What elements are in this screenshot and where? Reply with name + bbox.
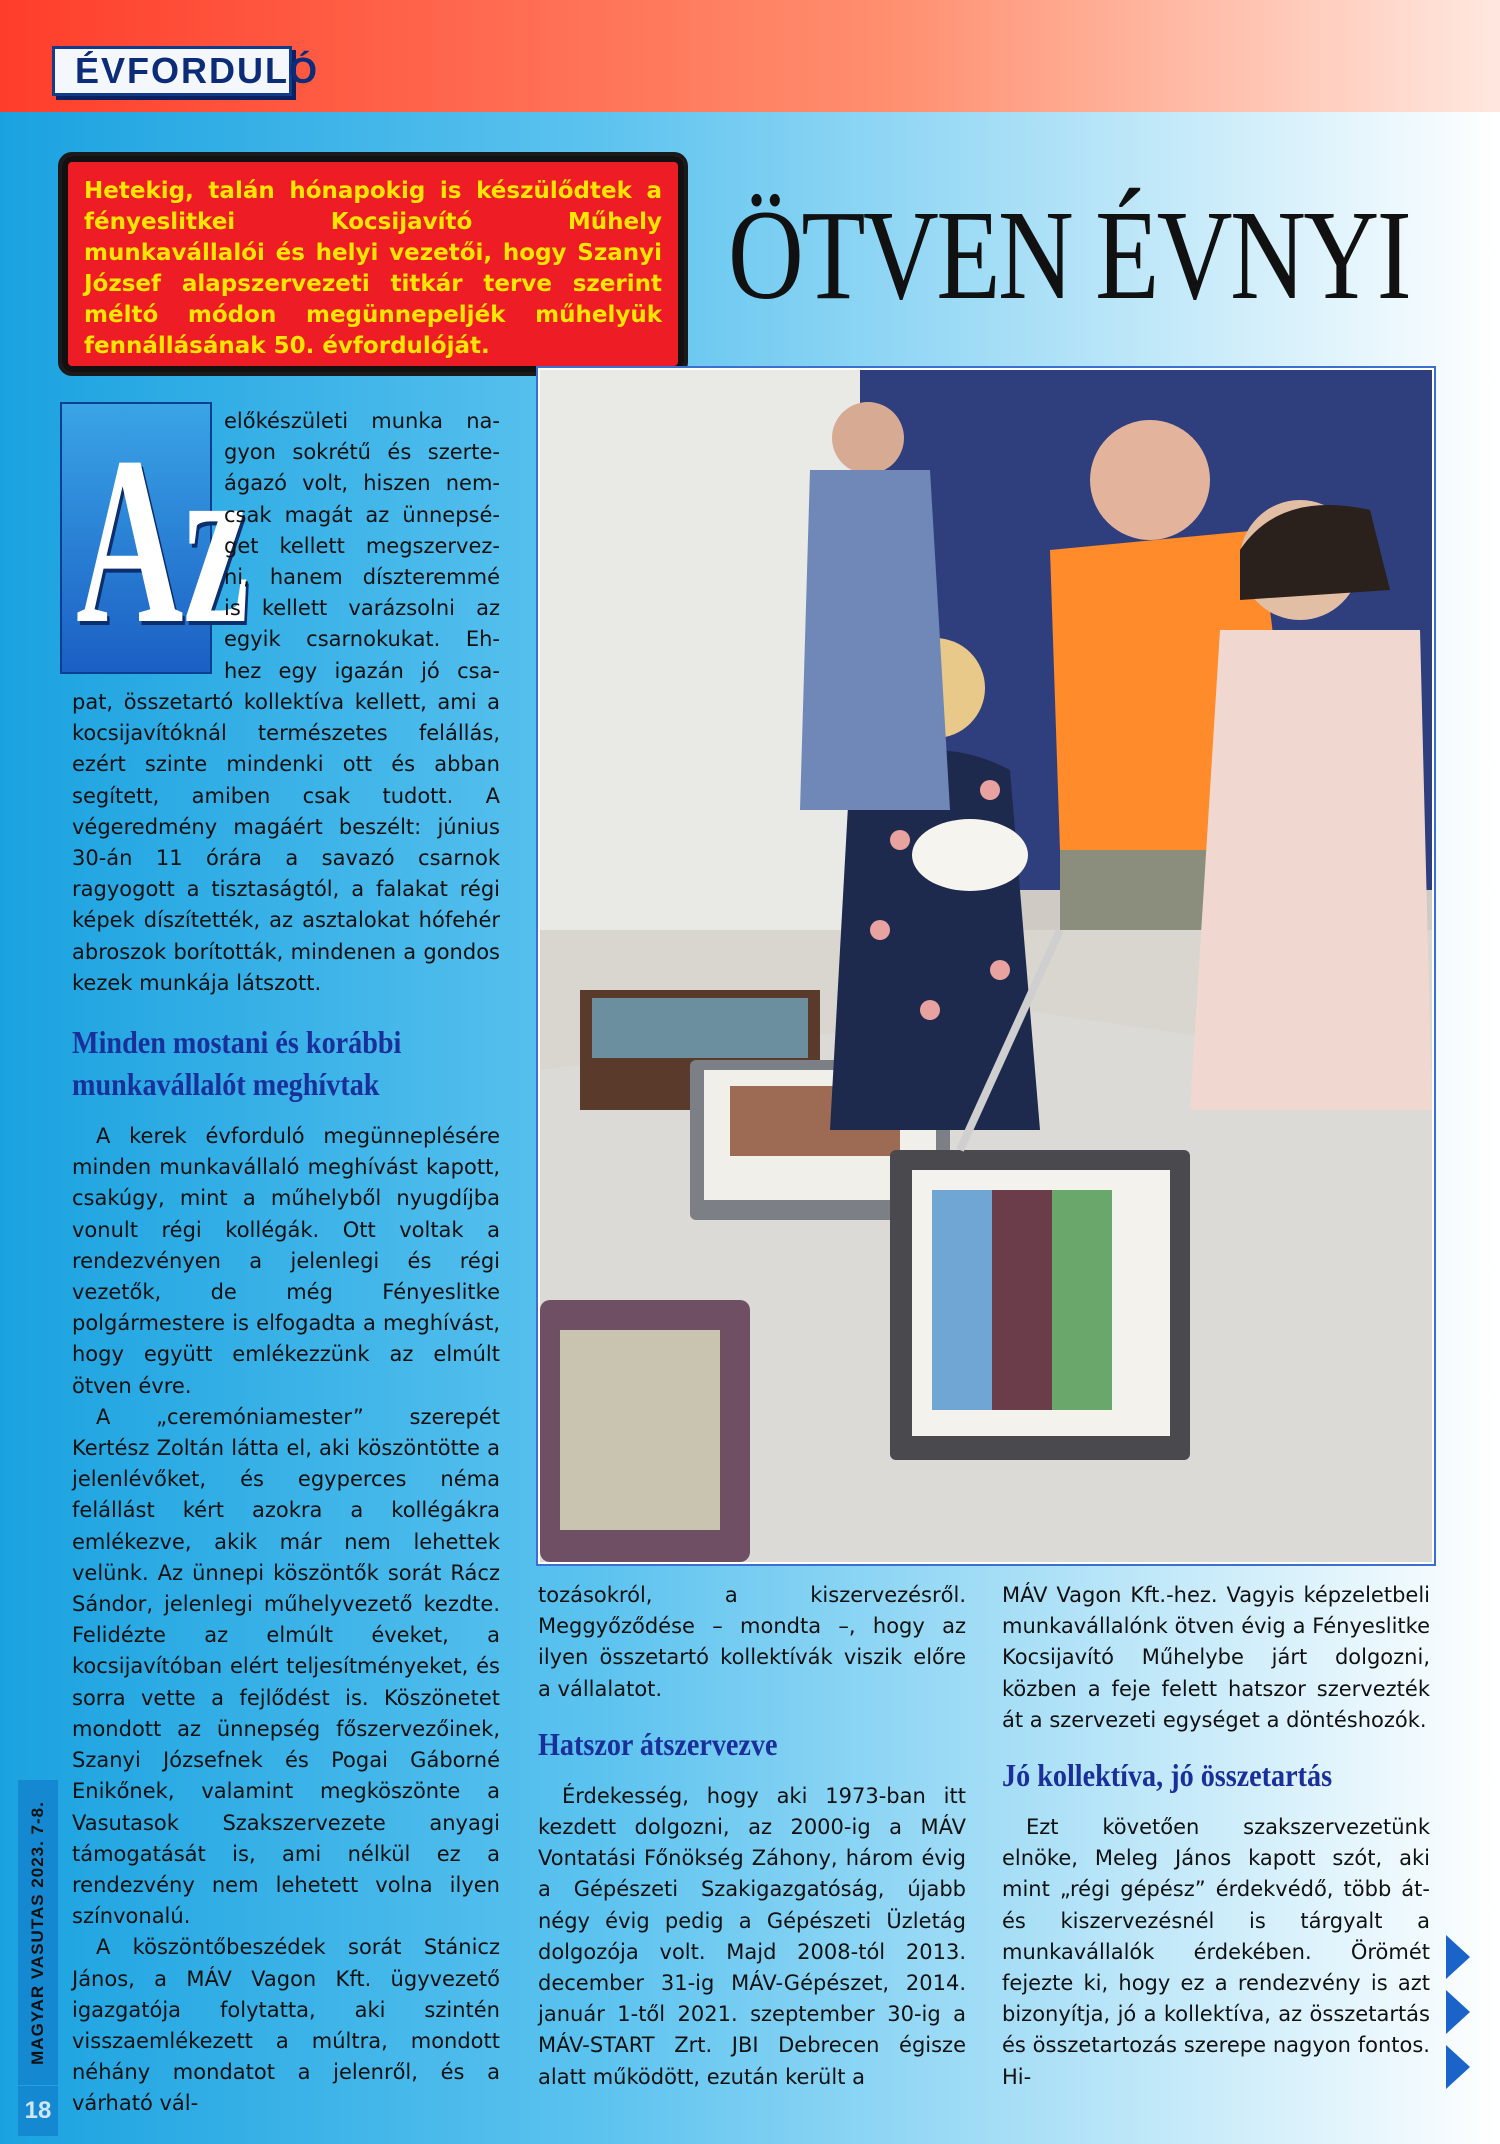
drop-cap-letters: Az xyxy=(76,407,250,673)
column-3 xyxy=(1002,1580,1430,2093)
column-1 xyxy=(72,687,500,2120)
paragraph: tozásokról, a kiszervezésről. Meggyőződése – mondta –, hogy az ilyen összetartó kollektívák viszik előre a vállalatot. xyxy=(538,1583,966,1701)
wrap-line: csak magát az ünnepsé- xyxy=(224,502,500,527)
wrap-line: gyon sokrétű és szerte- xyxy=(224,440,500,465)
wrap-line: get kellett megszervez- xyxy=(224,533,500,558)
paragraph: MÁV Vagon Kft.-hez. Vagyis képzeletbeli munkavállalónk ötven évig a Fényeslitke Kocsijavító Műhelybe járt dolgozni, közben a feje felett hatszor szervezték át a szervezeti egységet a döntéshozók. xyxy=(1002,1583,1430,1732)
subhead-1-line: munkavállalót meghívtak xyxy=(72,1066,380,1103)
subhead-3: Jó kollektíva, jó összetartás xyxy=(1002,1757,1333,1794)
paragraph: A kerek évforduló megünneplésére minden munkavállaló meghívást kapott, csakúgy, mint a műhelyből nyugdíjba vonult régi kollégák. Ott voltak a rendezvényen a jelenlegi és régi vezetők, de még Fényeslitke polgármestere is elfogadta a meghívást, hogy együtt emlékezzünk az elmúlt ötven évre. xyxy=(72,1124,500,1398)
lead-box xyxy=(58,152,688,376)
magazine-issue-text: MAGYAR VASUTAS 2023. 7-8. xyxy=(28,1800,47,2065)
subhead-1-line: Minden mostani és korábbi xyxy=(72,1024,402,1061)
wrap-line: egyik csarnokukat. Eh- xyxy=(224,627,500,652)
paragraph: Ezt követően szakszervezetünk elnöke, Meleg János kapott szót, aki mint „régi gépész” érdekvédő, több át- és kiszervezésnél is tárgyalt a munkavállalók érdekében. Örömét fejezte ki, hogy ez a rendezvény is azt bizonyítja, jó a kollektíva, az összetartás és összetartozás szerepe nagyon fontos. Hi- xyxy=(1002,1815,1430,2089)
column-2 xyxy=(538,1580,966,2093)
paragraph: A köszöntőbeszédek sorát Stánicz János, a MÁV Vagon Kft. ügyvezető igazgatója folytatta, aki szintén visszaemlékezett a múltra, mondott néhány mondatot a jelenről, és a várható vál- xyxy=(72,1935,500,2116)
event-photo xyxy=(538,368,1434,1564)
paragraph: pat, összetartó kollektíva kellett, ami a kocsijavítóknál természetes felállás, ezért szinte mindenki ott és abban segített, amiben csak tudott. A végeredmény magáért beszélt: június 30-án 11 órára a savazó csarnok ragyogott a tisztaságtól, a falakat régi képek díszítették, az asztalokat hófehér abroszok borították, mindenen a gondos kezek munkája látszott. xyxy=(72,690,500,995)
wrap-line: ágazó volt, hiszen nem- xyxy=(224,471,500,496)
drop-cap xyxy=(60,402,250,674)
paragraph: A „ceremóniamester” szerepét Kertész Zoltán látta el, aki köszöntötte a jelenlévőket, és egyperces néma felállást kért azokra a kollégákra emlékezve, akik már nem lehettek velünk. Az ünnepi köszöntők sorát Rácz Sándor, jelenlegi műhelyvezető kezdte. Felidézte az elmúlt éveket, a kocsijavítóban elért teljesítményeket, és sorra vette a fejlődést is. Köszönetet mondott az ünnepség főszervezőinek, Szanyi Józsefnek és Pogai Gáborné Enikőnek, valamint megköszönte a Vasutasok Szakszervezete anyagi támogatását is, ami nélkül ez a rendezvény nem lehetett volna ilyen színvonalú. xyxy=(72,1404,500,1929)
wrap-line: ni, hanem díszteremmé xyxy=(224,565,500,590)
subhead-2: Hatszor átszervezve xyxy=(538,1725,778,1762)
continue-arrow-icon xyxy=(1446,2045,1470,2089)
wrap-line: előkészületi munka na- xyxy=(224,409,500,433)
continue-arrow-icon xyxy=(1446,1935,1470,1979)
continue-arrow-icon xyxy=(1446,1990,1470,2034)
column-1-wrap xyxy=(224,406,500,687)
lead-text: Hetekig, talán hónapokig is készülődtek a fényeslitkei Kocsijavító Műhely munkavállalói és helyi vezetői, hogy Szanyi József alapszervezeti titkár terve szerint méltó módon megünnepeljék műhelyük fennállásának 50. évfordulóját. xyxy=(84,178,662,359)
wrap-line: is kellett varázsolni az xyxy=(224,596,500,621)
page-number: 18 xyxy=(18,2086,58,2136)
wrap-line: hez egy igazán jó csa- xyxy=(224,658,500,683)
section-tag: ÉVFORDULÓ xyxy=(52,46,292,96)
photo-cake-cutting-icon xyxy=(540,370,1432,1562)
magazine-issue-tag xyxy=(18,1780,58,2085)
subhead-1 xyxy=(72,1021,449,1105)
paragraph: Érdekesség, hogy aki 1973-ban itt kezdett dolgozni, az 2000-ig a MÁV Vontatási Főnökség Záhony, három évig a Gépészeti Szakigazgatóság, újabb négy évig pedig a Gépészeti Üzletág dolgozója volt. Majd 2008-tól 2013. december 31-ig MÁV-Gépészet, 2014. január 1-től 2021. szeptember 30-ig a MÁV-START Zrt. JBI Debrecen égisze alatt működött, ezután került a xyxy=(538,1783,966,2089)
headline: ÖTVEN ÉVNYI xyxy=(728,184,1410,326)
